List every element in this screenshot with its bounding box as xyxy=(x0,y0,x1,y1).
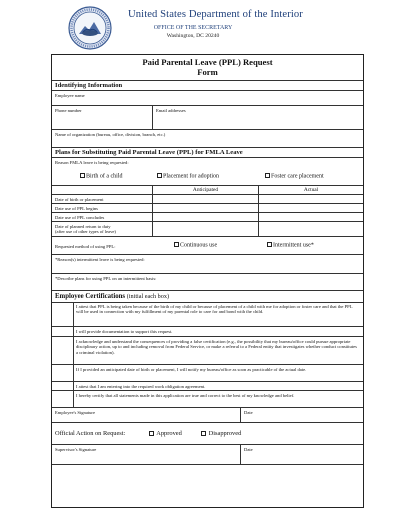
certification-text: I acknowledge and understand the consequences of providing a false certification (e.g., the possibility that my bureau/office could pursue appropriate disciplinary action, up to and including removal from Federal Service, or make a referral to a Federal entity that investigates whether conduct constitutes a criminal violation). xyxy=(76,339,357,355)
return-duty-label: Date of planned return to duty (after use of other types of leave) xyxy=(55,223,116,234)
disapproved-checkbox[interactable] xyxy=(201,430,241,437)
letterhead xyxy=(0,0,400,52)
supervisor-signature-row xyxy=(52,445,363,465)
approved-label: Approved xyxy=(156,430,182,437)
intermittent-checkbox[interactable] xyxy=(267,242,314,249)
identifying-heading: Identifying Information xyxy=(52,81,363,91)
checkbox-icon xyxy=(201,431,206,436)
checkbox-icon xyxy=(267,242,272,247)
certification-text: I hereby certify that all statements made in this application are true and correct to the best of my knowledge and belief. xyxy=(76,392,295,398)
phone-field[interactable] xyxy=(52,106,152,113)
method-row xyxy=(52,237,363,255)
intermittent-option-label: Intermittent use* xyxy=(273,242,314,249)
form-title-row xyxy=(52,55,363,81)
intermittent-plans-label: *Describe plans for using PPL on an intermittent basis: xyxy=(55,276,157,281)
supervisor-date-field[interactable] xyxy=(240,445,363,464)
return-duty-row[interactable] xyxy=(52,222,363,237)
approved-checkbox[interactable] xyxy=(149,430,182,437)
certification-text: I attest that I am entering into the required work obligation agreement. xyxy=(76,383,206,389)
ppl-request-form xyxy=(51,54,364,508)
certifications-heading: Employee Certifications (initial each box) xyxy=(55,293,169,300)
employee-date-field[interactable] xyxy=(240,408,363,422)
actual-header: Actual xyxy=(258,186,363,194)
office-address: Washington, DC 20240 xyxy=(166,33,220,39)
email-label: Email addresses xyxy=(156,108,186,113)
foster-option-label: Foster care placement xyxy=(271,173,324,180)
ppl-begins-label: Date use of PPL begins xyxy=(55,205,98,211)
certification-notify[interactable] xyxy=(52,365,363,382)
ppl-concludes-actual[interactable] xyxy=(258,213,363,221)
continuous-option-label: Continuous use xyxy=(180,242,218,249)
ppl-begins-anticipated[interactable] xyxy=(152,204,258,212)
employee-name-label: Employee name xyxy=(55,93,85,98)
checkbox-icon xyxy=(157,173,162,178)
birth-option-label: Birth of a child xyxy=(86,173,123,180)
adoption-checkbox[interactable] xyxy=(157,173,219,180)
reason-row xyxy=(52,158,363,185)
certification-documentation[interactable] xyxy=(52,327,363,337)
initial-box xyxy=(73,303,74,326)
ppl-concludes-label: Date use of PPL concludes xyxy=(55,214,105,220)
intermittent-reason-label: *Reason(s) intermittent leave is being requested: xyxy=(55,257,145,262)
contact-row xyxy=(52,106,363,130)
return-duty-actual[interactable] xyxy=(258,222,363,236)
birth-checkbox[interactable] xyxy=(80,173,123,180)
checkbox-icon xyxy=(265,173,270,178)
method-label: Requested method of using PPL: xyxy=(55,244,116,249)
certification-work-obligation[interactable] xyxy=(52,382,363,391)
return-duty-anticipated[interactable] xyxy=(152,222,258,236)
supervisor-date-label: Date xyxy=(244,447,253,452)
initial-box xyxy=(73,391,74,407)
certification-text: I attest that PPL is being taken because of the birth of my child or because of placement of a child with me for adoption or foster care and that the PPL will be used in connection with my fulfillment of my parental role to care for and bond with the child. xyxy=(76,304,353,315)
office-name: OFFICE OF THE SECRETARY xyxy=(153,25,233,31)
supervisor-signature-field[interactable] xyxy=(52,445,240,452)
continuous-checkbox[interactable] xyxy=(174,242,217,249)
intermittent-reason-field[interactable] xyxy=(52,255,363,274)
date-birth-actual[interactable] xyxy=(258,195,363,203)
phone-label: Phone number xyxy=(55,108,82,113)
organization-field[interactable] xyxy=(52,130,363,148)
initial-box xyxy=(73,337,74,364)
adoption-option-label: Placement for adoption xyxy=(163,173,219,180)
employee-signature-label: Employee's Signature xyxy=(55,410,95,415)
ppl-begins-row[interactable] xyxy=(52,204,363,213)
certification-false-statement[interactable] xyxy=(52,337,363,365)
supervisor-signature-label: Supervisor's Signature xyxy=(55,447,97,452)
official-action-label: Official Action on Request: xyxy=(55,430,126,437)
certification-text: If I provided an anticipated date of birth or placement, I will notify my bureau/office as soon as practicable of the actual date. xyxy=(76,367,307,372)
checkbox-icon xyxy=(149,431,154,436)
reason-label: Reason FMLA leave is being requested: xyxy=(55,160,129,165)
ppl-begins-actual[interactable] xyxy=(258,204,363,212)
checkbox-icon xyxy=(174,242,179,247)
initial-box xyxy=(73,382,74,390)
ppl-concludes-anticipated[interactable] xyxy=(152,213,258,221)
organization-label: Name of organization (bureau, office, division, branch, etc.) xyxy=(55,132,166,137)
certification-text: I will provide documentation to support this request. xyxy=(76,329,173,334)
date-birth-row[interactable] xyxy=(52,195,363,204)
employee-signature-field[interactable] xyxy=(52,408,240,415)
form-title: Paid Parental Leave (PPL) Request Form xyxy=(142,57,273,77)
employee-date-label: Date xyxy=(244,410,253,415)
anticipated-header: Anticipated xyxy=(152,186,258,194)
checkbox-icon xyxy=(80,173,85,178)
ppl-concludes-row[interactable] xyxy=(52,213,363,222)
initial-box xyxy=(73,327,74,336)
date-birth-anticipated[interactable] xyxy=(152,195,258,203)
dates-header-row xyxy=(52,185,363,195)
certification-birth[interactable] xyxy=(52,302,363,327)
department-name: United States Department of the Interior xyxy=(128,9,303,20)
date-birth-label: Date of birth or placement xyxy=(55,196,104,202)
disapproved-label: Disapproved xyxy=(208,430,242,437)
official-action-row xyxy=(52,423,363,445)
intermittent-plans-field[interactable] xyxy=(52,274,363,291)
plans-heading: Plans for Substituting Paid Parental Leave (PPL) for FMLA Leave xyxy=(52,148,363,158)
employee-signature-row xyxy=(52,408,363,423)
email-field[interactable] xyxy=(152,106,363,129)
initial-box xyxy=(73,365,74,381)
employee-name-field[interactable] xyxy=(52,91,363,106)
certification-true-statements[interactable] xyxy=(52,391,363,408)
foster-checkbox[interactable] xyxy=(265,173,324,180)
